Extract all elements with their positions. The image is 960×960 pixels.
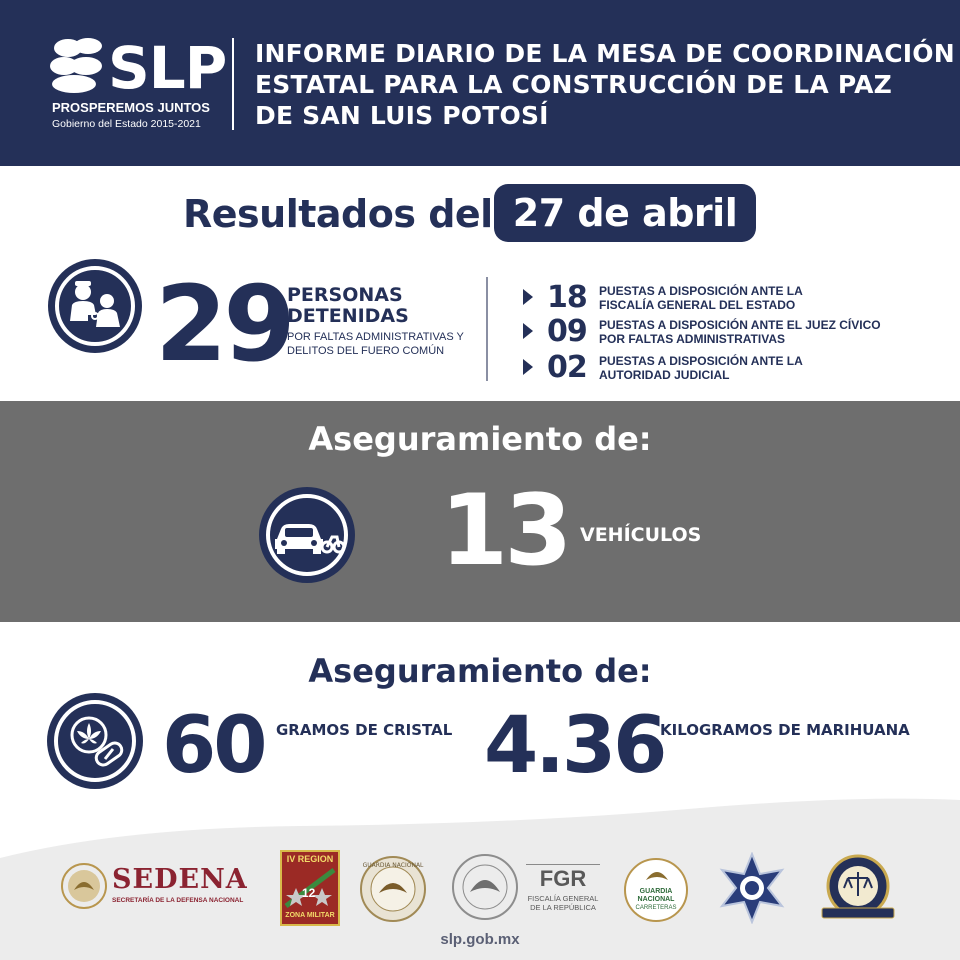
disposition-line: PUESTAS A DISPOSICIÓN ANTE LA xyxy=(599,354,803,368)
gn-ring-text: GUARDIA NACIONAL xyxy=(362,862,424,869)
gn-carreteras-seal xyxy=(624,858,688,922)
detained-title-line: PERSONAS xyxy=(287,284,403,306)
fiscalia-seal-icon xyxy=(818,852,898,924)
vehicles-count: 13 xyxy=(440,474,569,588)
guardia-nacional-seal-icon xyxy=(359,855,427,923)
disposition-line: POR FALTAS ADMINISTRATIVAS xyxy=(599,332,785,346)
title-line: DE SAN LUIS POTOSÍ xyxy=(255,101,549,130)
drugs-heading: Aseguramiento de: xyxy=(308,652,652,690)
region-bottom: ZONA MILITAR xyxy=(285,912,335,919)
sedena-wordmark: SEDENA xyxy=(112,864,248,895)
fgr-sub-line: FISCALÍA GENERAL xyxy=(527,894,599,903)
crystal-label: GRAMOS DE CRISTAL xyxy=(276,721,453,739)
disposition-count: 18 xyxy=(547,280,587,315)
disposition-line: PUESTAS A DISPOSICIÓN ANTE EL JUEZ CÍVICO xyxy=(599,318,881,332)
mexico-eagle-seal-icon xyxy=(60,862,108,910)
detained-sub-line: POR FALTAS ADMINISTRATIVAS Y xyxy=(287,331,464,343)
detained-sub-line: DELITOS DEL FUERO COMÚN xyxy=(287,345,445,357)
mexico-coat-of-arms-icon xyxy=(450,852,520,922)
fgr-sub-line: DE LA REPÚBLICA xyxy=(530,903,596,912)
region-number: 12 xyxy=(302,886,316,900)
detained-title-line: DETENIDAS xyxy=(287,305,409,327)
slp-logo-text: SLP xyxy=(108,34,227,102)
logo-motto: PROSPEREMOS JUNTOS xyxy=(52,100,210,115)
disposition-count: 09 xyxy=(547,314,587,349)
website-url[interactable]: slp.gob.mx xyxy=(440,931,520,948)
gnc-text xyxy=(626,888,686,912)
date-badge: 27 de abril xyxy=(494,184,756,242)
fgr-rule xyxy=(526,864,600,865)
logo-government: Gobierno del Estado 2015-2021 xyxy=(52,118,201,130)
eagle-icon xyxy=(644,866,670,884)
fgr-wordmark: FGR xyxy=(539,866,587,891)
marijuana-label: KILOGRAMOS DE MARIHUANA xyxy=(660,721,910,739)
zona-militar-badge xyxy=(280,850,340,926)
police-star-icon xyxy=(716,852,788,924)
detained-count: 29 xyxy=(155,263,292,385)
gnc-line: GUARDIA xyxy=(639,888,673,895)
marijuana-value: 4.36 xyxy=(484,701,665,791)
gnc-line: CARRETERAS xyxy=(635,905,677,911)
title-line: ESTATAL PARA LA CONSTRUCCIÓN DE LA PAZ xyxy=(255,70,892,99)
disposition-line: PUESTAS A DISPOSICIÓN ANTE LA xyxy=(599,284,803,298)
disposition-line: FISCALÍA GENERAL DEL ESTADO xyxy=(599,298,796,312)
vehicles-heading: Aseguramiento de: xyxy=(308,420,652,458)
vehicles-label: VEHÍCULOS xyxy=(580,524,702,546)
crystal-value: 60 xyxy=(162,701,265,791)
results-label: Resultados del xyxy=(183,192,493,236)
fgr-subtitle xyxy=(522,894,604,912)
title-line: INFORME DIARIO DE LA MESA DE COORDINACIÓN xyxy=(255,39,955,68)
gnc-line: NACIONAL xyxy=(637,896,675,903)
sedena-subtitle: SECRETARÍA DE LA DEFENSA NACIONAL xyxy=(112,897,244,904)
disposition-count: 02 xyxy=(547,350,587,385)
disposition-line: AUTORIDAD JUDICIAL xyxy=(599,368,730,382)
region-top: IV REGION xyxy=(286,854,334,864)
